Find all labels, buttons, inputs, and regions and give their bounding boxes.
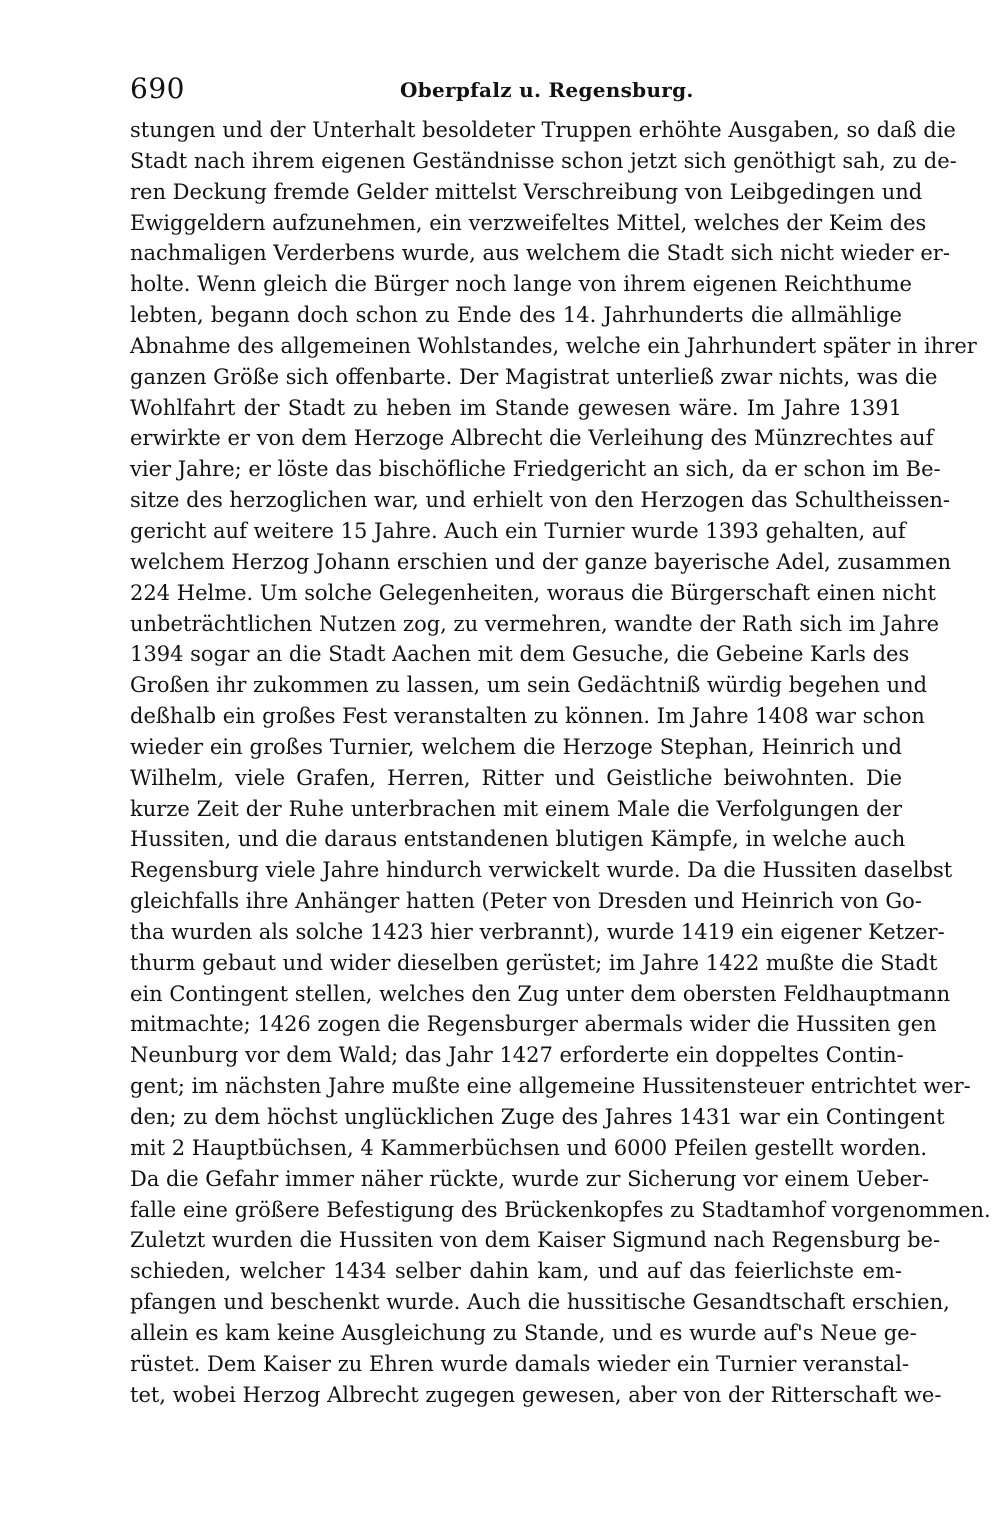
text-line: holte. Wenn gleich die Bürger noch lange von ihrem eigenen Reichthume xyxy=(130,272,912,297)
text-line: schieden, welcher 1434 selber dahin kam, und auf das feierlichste em- xyxy=(130,1259,902,1284)
text-line: tet, wobei Herzog Albrecht zugegen gewesen, aber von der Ritterschaft we- xyxy=(130,1382,942,1407)
text-line: kurze Zeit der Ruhe unterbrachen mit einem Male die Verfolgungen der xyxy=(130,796,902,821)
text-line: ganzen Größe sich offenbarte. Der Magistrat unterließ zwar nichts, was die xyxy=(130,364,938,389)
page-header xyxy=(0,72,1000,106)
text-line: ein Contingent stellen, welches den Zug unter dem obersten Feldhauptmann xyxy=(130,981,951,1006)
text-line: Wohlfahrt der Stadt zu heben im Stande gewesen wäre. Im Jahre 1391 xyxy=(130,395,902,420)
text-line: allein es kam keine Ausgleichung zu Stande, und es wurde auf's Neue ge- xyxy=(130,1320,917,1345)
text-line: erwirkte er von dem Herzoge Albrecht die Verleihung des Münzrechtes auf xyxy=(130,426,934,451)
text-line: Da die Gefahr immer näher rückte, wurde zur Sicherung vor einem Ueber- xyxy=(130,1166,930,1191)
text-line: Wilhelm, viele Grafen, Herren, Ritter und Geistliche beiwohnten. Die xyxy=(130,765,902,790)
text-line: Regensburg viele Jahre hindurch verwickelt wurde. Da die Hussiten daselbst xyxy=(130,858,953,883)
text-line: Abnahme des allgemeinen Wohlstandes, welche ein Jahrhundert später in ihrer xyxy=(130,333,977,358)
text-line: thurm gebaut und wider dieselben gerüstet; im Jahre 1422 mußte die Stadt xyxy=(130,950,938,975)
text-line: deßhalb ein großes Fest veranstalten zu können. Im Jahre 1408 war schon xyxy=(130,704,925,729)
text-line: Ewiggeldern aufzunehmen, ein verzweifeltes Mittel, welches der Keim des xyxy=(130,210,927,235)
page-number: 690 xyxy=(130,72,185,105)
text-line: mit 2 Hauptbüchsen, 4 Kammerbüchsen und 6000 Pfeilen gestellt worden. xyxy=(130,1135,928,1160)
text-line: 1394 sogar an die Stadt Aachen mit dem Gesuche, die Gebeine Karls des xyxy=(130,642,910,667)
text-line: falle eine größere Befestigung des Brückenkopfes zu Stadtamhof vorgenommen. xyxy=(130,1197,991,1222)
text-line: rüstet. Dem Kaiser zu Ehren wurde damals wieder ein Turnier veranstal- xyxy=(130,1351,910,1376)
text-line: Stadt nach ihrem eigenen Geständnisse schon jetzt sich genöthigt sah, zu de- xyxy=(130,148,957,173)
text-line: welchem Herzog Johann erschien und der ganze bayerische Adel, zusammen xyxy=(130,549,952,574)
text-line: lebten, begann doch schon zu Ende des 14. Jahrhunderts die allmählige xyxy=(130,303,902,328)
text-line: 224 Helme. Um solche Gelegenheiten, woraus die Bürgerschaft einen nicht xyxy=(130,580,936,605)
text-line: stungen und der Unterhalt besoldeter Truppen erhöhte Ausgaben, so daß die xyxy=(130,118,956,142)
text-line: gericht auf weitere 15 Jahre. Auch ein Turnier wurde 1393 gehalten, auf xyxy=(130,518,906,543)
text-line: mitmachte; 1426 zogen die Regensburger abermals wider die Hussiten gen xyxy=(130,1012,937,1037)
text-line: Großen ihr zukommen zu lassen, um sein Gedächtniß würdig begehen und xyxy=(130,673,928,698)
running-head: Oberpfalz u. Regensburg. xyxy=(400,78,694,102)
text-line: Neunburg vor dem Wald; das Jahr 1427 erforderte ein doppeltes Contin- xyxy=(130,1043,904,1068)
text-line: pfangen und beschenkt wurde. Auch die hussitische Gesandtschaft erschien, xyxy=(130,1290,950,1315)
body-text xyxy=(130,115,991,1410)
text-line: vier Jahre; er löste das bischöfliche Friedgericht an sich, da er schon im Be- xyxy=(130,457,941,482)
text-line: nachmaligen Verderbens wurde, aus welchem die Stadt sich nicht wieder er- xyxy=(130,241,950,266)
text-line: unbeträchtlichen Nutzen zog, zu vermehren, wandte der Rath sich im Jahre xyxy=(130,611,940,636)
text-line: Zuletzt wurden die Hussiten von dem Kaiser Sigmund nach Regensburg be- xyxy=(130,1228,941,1253)
text-line: gent; im nächsten Jahre mußte eine allgemeine Hussitensteuer entrichtet wer- xyxy=(130,1074,971,1099)
text-line: den; zu dem höchst unglücklichen Zuge des Jahres 1431 war ein Contingent xyxy=(130,1105,945,1129)
text-line: ren Deckung fremde Gelder mittelst Verschreibung von Leibgedingen und xyxy=(130,179,923,204)
text-line: wieder ein großes Turnier, welchem die Herzoge Stephan, Heinrich und xyxy=(130,734,902,759)
text-line: Hussiten, und die daraus entstandenen blutigen Kämpfe, in welche auch xyxy=(130,827,906,852)
text-line: gleichfalls ihre Anhänger hatten (Peter von Dresden und Heinrich von Go- xyxy=(130,889,922,914)
text-line: tha wurden als solche 1423 hier verbrannt), wurde 1419 ein eigener Ketzer- xyxy=(130,919,945,944)
text-line: sitze des herzoglichen war, und erhielt von den Herzogen das Schultheissen- xyxy=(130,488,950,513)
